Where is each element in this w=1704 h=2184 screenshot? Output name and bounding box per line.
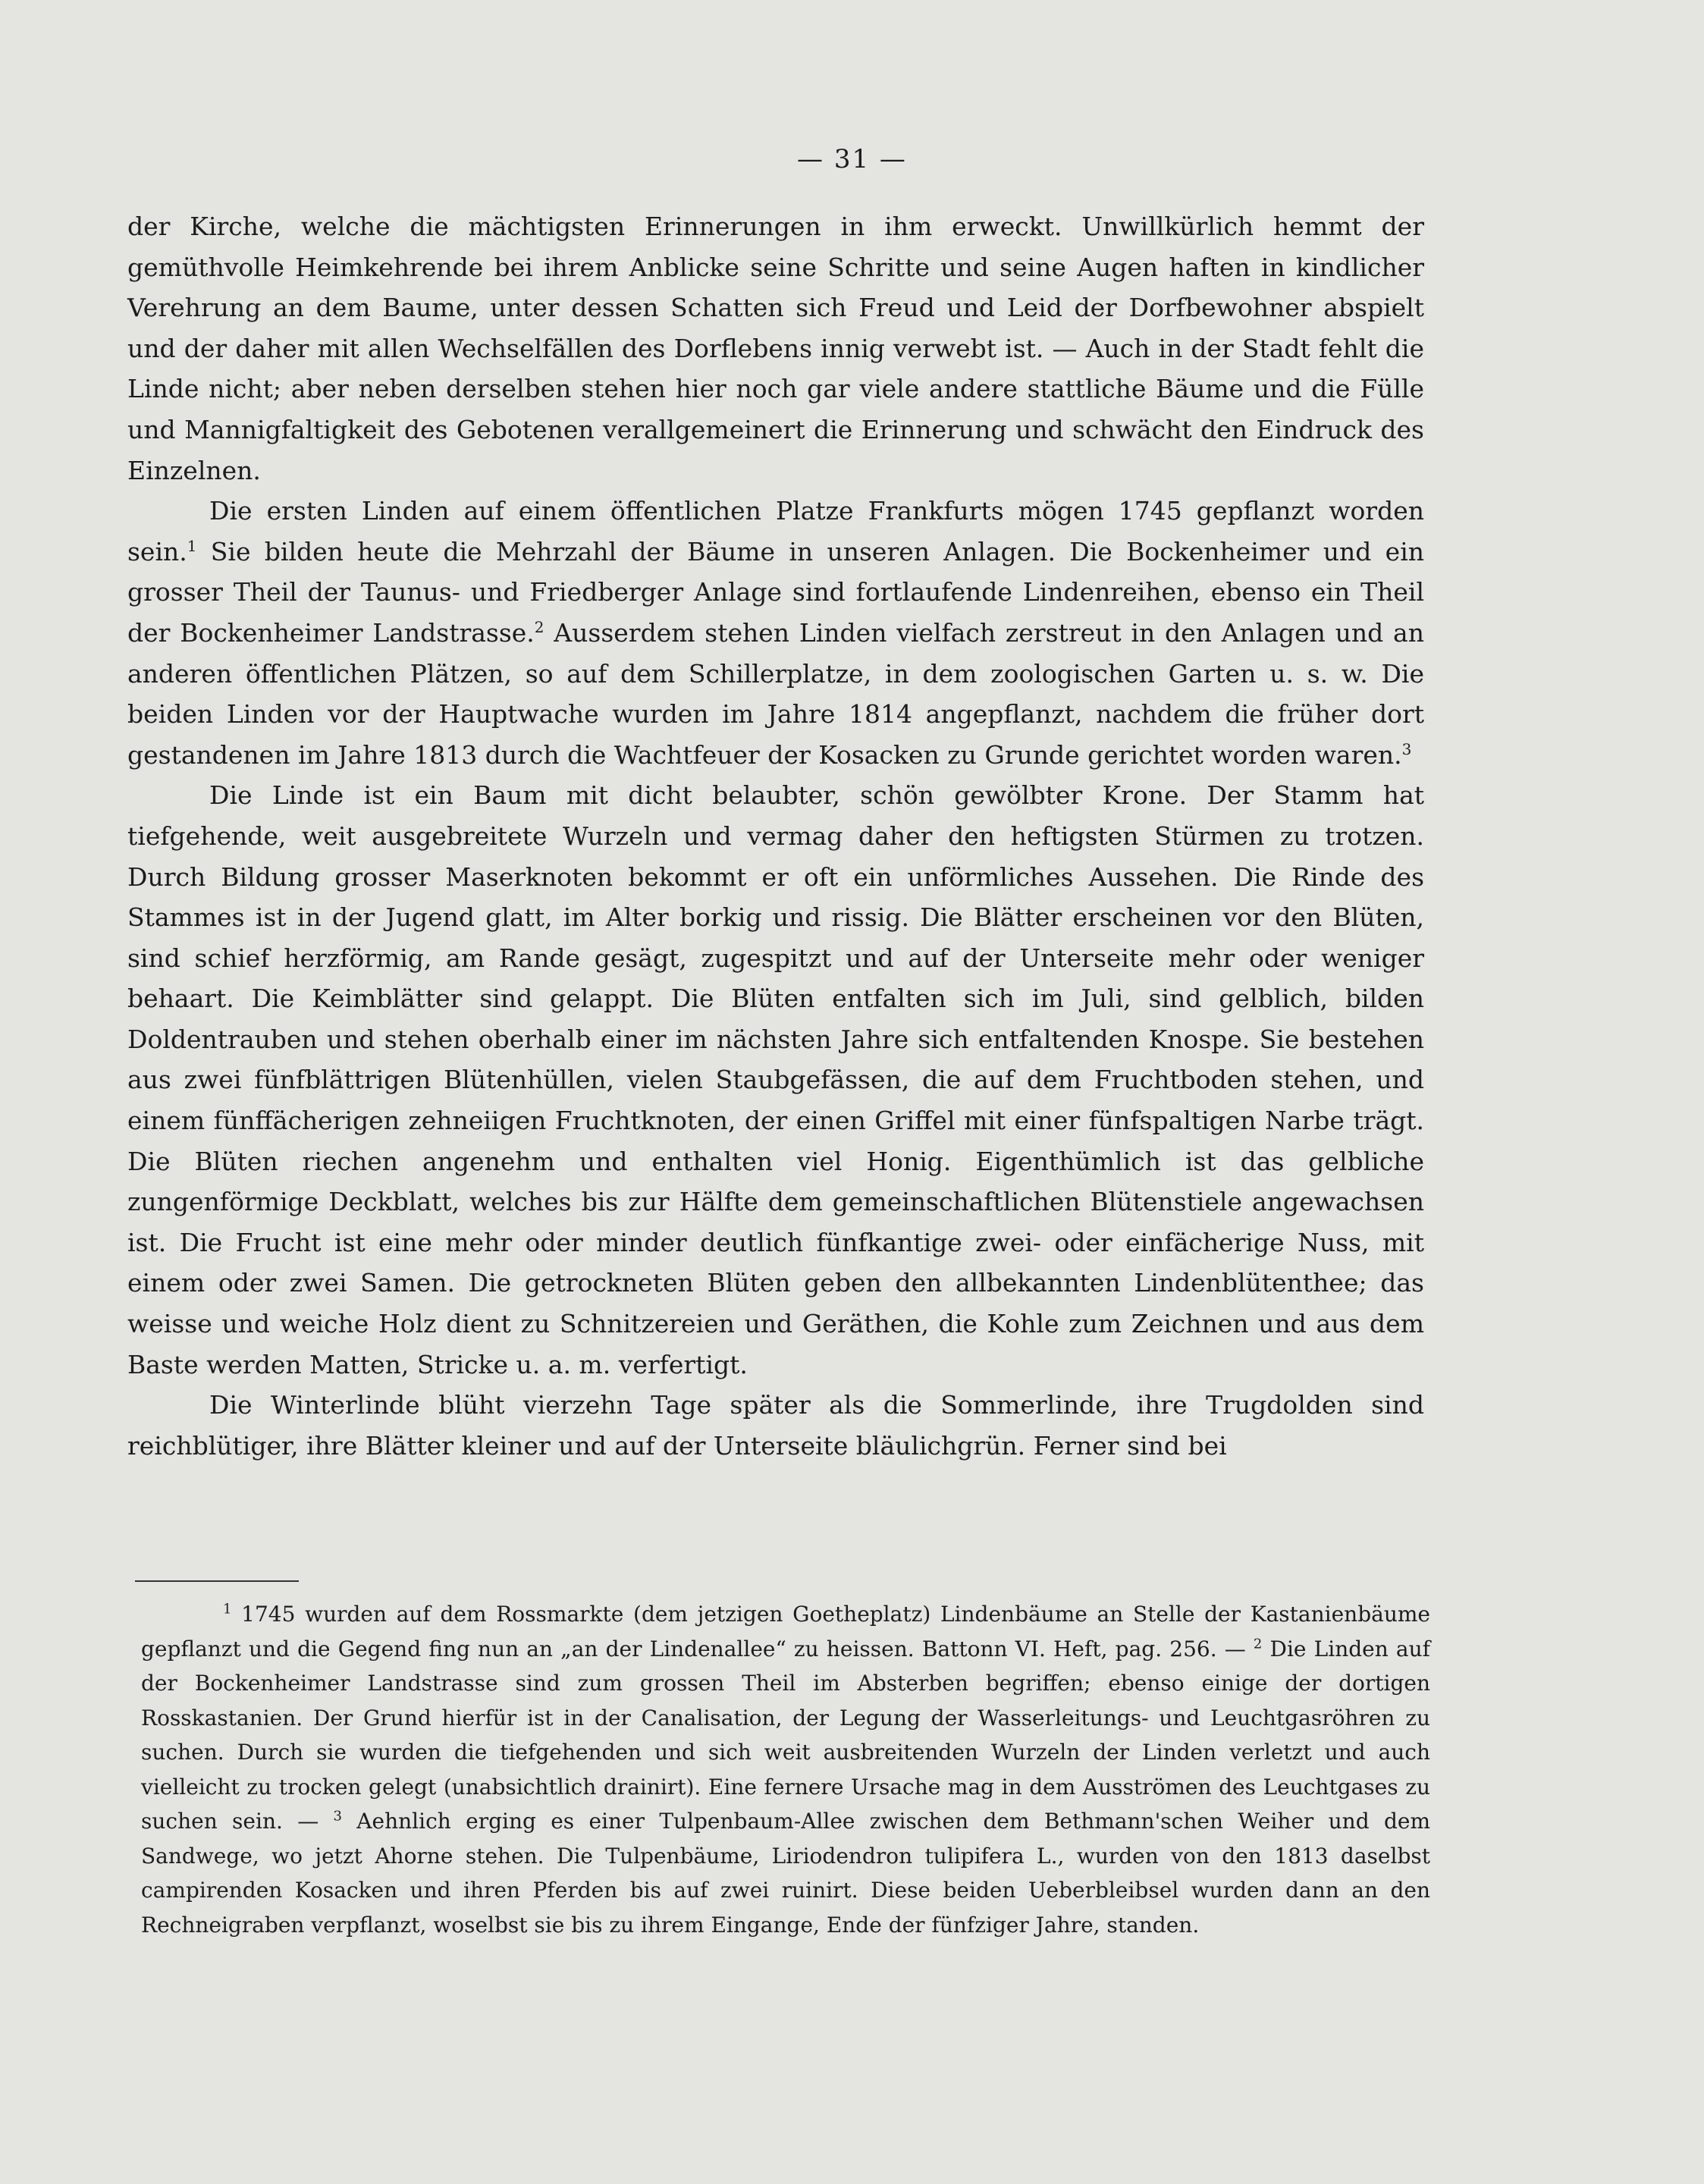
footnote-2: Die Linden auf der Bockenheimer Landstrasse sind zum grossen Theil im Absterben begriffen; ebenso einige der dortigen Rosskastanien. Der Grund hierfür ist in der Canalisation, der Legung der Wasserleitungs- und Leuchtgasröhren zu suchen. Durch sie wurden die tiefgehenden und sich weit ausbreitenden Wurzeln der Linden verletzt und auch vielleicht zu trocken gelegt (unabsichtlich drainirt). Eine fernere Ursache mag in dem Ausströmen des Leuchtgases zu suchen sein. — <box>141 1636 1430 1834</box>
footnote-ref-1: 1 <box>187 536 197 555</box>
paragraph-3: Die Linde ist ein Baum mit dicht belaubter, schön gewölbter Krone. Der Stamm hat tiefgehende, weit ausgebreitete Wurzeln und vermag daher den heftigsten Stürmen zu trotzen. Durch Bildung grosser Maserknoten bekommt er oft ein unförmliches Aussehen. Die Rinde des Stammes ist in der Jugend glatt, im Alter borkig und rissig. Die Blätter erscheinen vor den Blüten, sind schief herzförmig, am Rande gesägt, zugespitzt und auf der Unterseite mehr oder weniger behaart. Die Keimblätter sind gelappt. Die Blüten entfalten sich im Juli, sind gelblich, bilden Doldentrauben und stehen oberhalb einer im nächsten Jahre sich entfaltenden Knospe. Sie bestehen aus zwei fünfblättrigen Blütenhüllen, vielen Staubgefässen, die auf dem Fruchtboden stehen, und einem fünffächerigen zehneiigen Fruchtknoten, der einen Griffel mit einer fünfspaltigen Narbe trägt. Die Blüten riechen angenehm und enthalten viel Honig. Eigenthümlich ist das gelbliche zungenförmige Deckblatt, welches bis zur Hälfte dem gemeinschaftlichen Blütenstiele angewachsen ist. Die Frucht ist eine mehr oder minder deutlich fünfkantige zwei- oder einfächerige Nuss, mit einem oder zwei Samen. Die getrockneten Blüten geben den allbekannten Lindenblütenthee; das weisse und weiche Holz dient zu Schnitzereien und Geräthen, die Kohle zum Zeichnen und aus dem Baste werden Matten, Stricke u. a. m. verfertigt. <box>127 780 1424 1379</box>
footnote-marker-1: 1 <box>223 1601 232 1618</box>
paragraph-4: Die Winterlinde blüht vierzehn Tage später als die Sommerlinde, ihre Trugdolden sind reichblütiger, ihre Blätter kleiner und auf der Unterseite bläulichgrün. Ferner sind bei <box>127 1390 1424 1461</box>
main-text <box>127 206 1424 1466</box>
paragraph-1: der Kirche, welche die mächtigsten Erinnerungen in ihm erweckt. Unwillkürlich hemmt der gemüthvolle Heimkehrende bei ihrem Anblicke seine Schritte und seine Augen haften in kindlicher Verehrung an dem Baume, unter dessen Schatten sich Freud und Leid der Dorfbewohner abspielt und der daher mit allen Wechselfällen des Dorflebens innig verwebt ist. — Auch in der Stadt fehlt die Linde nicht; aber neben derselben stehen hier noch gar viele andere stattliche Bäume und die Fülle und Mannigfaltigkeit des Gebotenen verallgemeinert die Erinnerung und schwächt den Eindruck des Einzelnen. <box>127 212 1424 485</box>
footnote-marker-2: 2 <box>1253 1636 1263 1652</box>
footnote-divider <box>135 1580 299 1582</box>
footnote-ref-3: 3 <box>1401 739 1412 758</box>
footnote-3: Aehnlich erging es einer Tulpenbaum-Allee zwischen dem Bethmann'schen Weiher und dem Sandwege, wo jetzt Ahorne stehen. Die Tulpenbäume, Liriodendron tulipifera L., wurden von den 1813 daselbst campirenden Kosacken und ihren Pferden bis auf zwei ruinirt. Diese beiden Ueberbleibsel wurden dann an den Rechneigraben verpflanzt, woselbst sie bis zu ihrem Eingange, Ende der fünfziger Jahre, standen. <box>141 1809 1430 1938</box>
footnote-marker-3: 3 <box>333 1808 342 1825</box>
footnote-1: 1745 wurden auf dem Rossmarkte (dem jetzigen Goetheplatz) Lindenbäume an Stelle der Kastanienbäume gepflanzt und die Gegend fing nun an „an der Lindenallee“ zu heissen. Battonn VI. Heft, pag. 256. — <box>141 1602 1430 1662</box>
footnotes <box>141 1597 1430 1942</box>
paragraph-2-part-c: Ausserdem stehen Linden vielfach zerstreut in den Anlagen und an anderen öffentlichen Plätzen, so auf dem Schillerplatze, in dem zoologischen Garten u. s. w. Die beiden Linden vor der Hauptwache wurden im Jahre 1814 angepflanzt, nachdem die früher dort gestandenen im Jahre 1813 durch die Wachtfeuer der Kosacken zu Grunde gerichtet worden waren. <box>127 617 1424 770</box>
paragraph-2-part-a: Die ersten Linden auf einem öffentlichen Platze Frankfurts mögen 1745 gepflanzt worden sein. <box>127 496 1424 566</box>
paragraph-2 <box>127 491 1424 775</box>
footnote-block <box>141 1597 1430 1942</box>
page-number: — 31 — <box>797 144 907 174</box>
footnote-ref-2: 2 <box>534 617 544 636</box>
paragraph-2-part-b: Sie bilden heute die Mehrzahl der Bäume in unseren Anlagen. Die Bockenheimer und ein grosser Theil der Taunus- und Friedberger Anlage sind fortlaufende Lindenreihen, ebenso ein Theil der Bockenheimer Landstrasse. <box>127 536 1424 648</box>
